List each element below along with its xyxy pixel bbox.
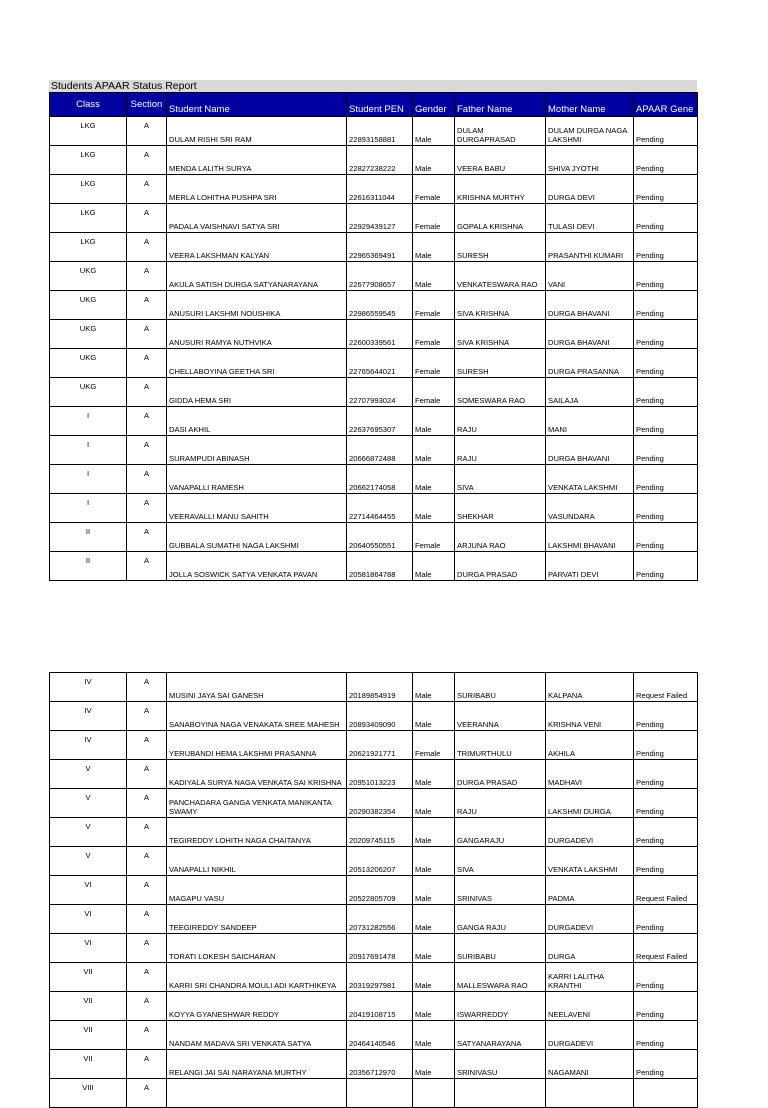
cell-class: VII (50, 992, 127, 1021)
cell-class: UKG (50, 320, 127, 349)
cell-apaar-status: Pending (634, 552, 698, 581)
cell-gender: Female (413, 204, 455, 233)
cell-apaar-status: Pending (634, 992, 698, 1021)
cell-father-name: SURESH (455, 349, 546, 378)
cell-student-pen: 20464140546 (347, 1021, 413, 1050)
cell-father-name: KRISHNA MURTHY (455, 175, 546, 204)
table-row (50, 818, 698, 847)
cell-section: A (127, 407, 167, 436)
cell-student-name: KOYYA GYANESHWAR REDDY (167, 992, 347, 1021)
cell-student-pen: 20513206207 (347, 847, 413, 876)
cell-gender: Male (413, 702, 455, 731)
header-section: Section (127, 93, 167, 117)
cell-section: A (127, 1050, 167, 1079)
cell-gender: Male (413, 117, 455, 146)
cell-father-name: GANGARAJU (455, 818, 546, 847)
header-student-pen: Student PEN (347, 93, 413, 117)
cell-apaar-status: Pending (634, 1021, 698, 1050)
cell-gender: Male (413, 262, 455, 291)
cell-mother-name: KALPANA (546, 673, 634, 702)
table-row (50, 407, 698, 436)
cell-gender: Male (413, 465, 455, 494)
cell-class: UKG (50, 262, 127, 291)
cell-student-name: TEGIREDDY LOHITH NAGA CHAITANYA (167, 818, 347, 847)
cell-student-pen: 20581864788 (347, 552, 413, 581)
cell-apaar-status: Pending (634, 349, 698, 378)
cell-father-name: GOPALA KRISHNA (455, 204, 546, 233)
cell-student-pen: 22600339561 (347, 320, 413, 349)
cell-apaar-status: Pending (634, 436, 698, 465)
cell-mother-name: DURGA (546, 934, 634, 963)
cell-class: VIII (50, 1079, 127, 1108)
cell-class: II (50, 523, 127, 552)
cell-mother-name: DURGADEVI (546, 905, 634, 934)
cell-apaar-status: Pending (634, 146, 698, 175)
table-row (50, 523, 698, 552)
cell-father-name: SRINIVASU (455, 1050, 546, 1079)
cell-student-pen: 20189854919 (347, 673, 413, 702)
cell-gender: Male (413, 494, 455, 523)
cell-father-name: GANGA RAJU (455, 905, 546, 934)
cell-section: A (127, 1079, 167, 1108)
cell-apaar-status: Pending (634, 731, 698, 760)
table-row (50, 934, 698, 963)
cell-section: A (127, 789, 167, 818)
cell-section: A (127, 349, 167, 378)
cell-section: A (127, 146, 167, 175)
cell-section: A (127, 731, 167, 760)
cell-mother-name: NEELAVENI (546, 992, 634, 1021)
cell-student-pen: 20419108715 (347, 992, 413, 1021)
table-row (50, 494, 698, 523)
cell-section: A (127, 818, 167, 847)
table-row (50, 349, 698, 378)
cell-father-name: RAJU (455, 407, 546, 436)
cell-father-name: DURGA PRASAD (455, 552, 546, 581)
cell-mother-name: LAKSHMI BHAVANI (546, 523, 634, 552)
cell-father-name: VEERANNA (455, 702, 546, 731)
cell-student-name: KADIYALA SURYA NAGA VENKATA SAI KRISHNA (167, 760, 347, 789)
cell-mother-name: VENKATA LAKSHMI (546, 465, 634, 494)
cell-student-name: RELANGI JAI SAI NARAYANA MURTHY (167, 1050, 347, 1079)
table-row (50, 760, 698, 789)
cell-student-pen: 20662174058 (347, 465, 413, 494)
table-row (50, 963, 698, 992)
header-class: Class (50, 93, 127, 117)
cell-gender: Female (413, 731, 455, 760)
table-row (50, 262, 698, 291)
cell-gender: Female (413, 175, 455, 204)
table-row (50, 465, 698, 494)
cell-father-name: ARJUNA RAO (455, 523, 546, 552)
table-row (50, 552, 698, 581)
cell-father-name: VENKATESWARA RAO (455, 262, 546, 291)
cell-section: A (127, 320, 167, 349)
table-row (50, 702, 698, 731)
cell-student-pen: 20356712970 (347, 1050, 413, 1079)
cell-mother-name: DURGA DEVI (546, 175, 634, 204)
cell-class: UKG (50, 349, 127, 378)
cell-student-pen: 22965369491 (347, 233, 413, 262)
cell-mother-name: DULAM DURGA NAGA LAKSHMI (546, 117, 634, 146)
cell-student-name: MUSINI JAYA SAI GANESH (167, 673, 347, 702)
cell-student-name: AKULA SATISH DURGA SATYANARAYANA (167, 262, 347, 291)
cell-father-name: DURGA PRASAD (455, 760, 546, 789)
cell-class: LKG (50, 117, 127, 146)
cell-gender: Male (413, 407, 455, 436)
cell-student-name: GIDDA HEMA SRI (167, 378, 347, 407)
cell-mother-name: VENKATA LAKSHMI (546, 847, 634, 876)
cell-father-name: SIVA KRISHNA (455, 320, 546, 349)
cell-father-name: MALLESWARA RAO (455, 963, 546, 992)
table-row (50, 146, 698, 175)
cell-father-name (455, 1079, 546, 1108)
cell-mother-name: MANI (546, 407, 634, 436)
cell-student-pen: 20522805709 (347, 876, 413, 905)
cell-apaar-status: Pending (634, 117, 698, 146)
students-table-bottom (49, 672, 698, 1108)
table-row (50, 1050, 698, 1079)
cell-mother-name: AKHILA (546, 731, 634, 760)
cell-gender: Male (413, 905, 455, 934)
cell-section: A (127, 992, 167, 1021)
cell-student-name: DASI AKHIL (167, 407, 347, 436)
cell-mother-name: DURGA BHAVANI (546, 291, 634, 320)
cell-gender: Male (413, 847, 455, 876)
cell-mother-name: NAGAMANI (546, 1050, 634, 1079)
cell-father-name: DULAM DURGAPRASAD (455, 117, 546, 146)
cell-father-name: TRIMURTHULU (455, 731, 546, 760)
cell-student-name: VEERA LAKSHMAN KALYAN (167, 233, 347, 262)
cell-gender: Male (413, 963, 455, 992)
table-row (50, 905, 698, 934)
cell-apaar-status: Pending (634, 204, 698, 233)
cell-gender: Female (413, 291, 455, 320)
cell-class: V (50, 789, 127, 818)
cell-student-pen: 22637695307 (347, 407, 413, 436)
cell-section: A (127, 378, 167, 407)
cell-gender: Male (413, 818, 455, 847)
cell-gender: Male (413, 1050, 455, 1079)
cell-apaar-status: Pending (634, 175, 698, 204)
cell-student-name: VANAPALLI NIKHIL (167, 847, 347, 876)
cell-student-pen: 22827238222 (347, 146, 413, 175)
table-row (50, 673, 698, 702)
table-row (50, 320, 698, 349)
cell-student-name: TORATI LOKESH SAICHARAN (167, 934, 347, 963)
cell-student-pen: 20731282556 (347, 905, 413, 934)
cell-gender: Male (413, 146, 455, 175)
header-row (50, 93, 698, 117)
table-row (50, 436, 698, 465)
cell-student-name: ANUSURI RAMYA NUTHVIKA (167, 320, 347, 349)
cell-mother-name: KRISHNA VENI (546, 702, 634, 731)
cell-student-pen: 20640550551 (347, 523, 413, 552)
cell-section: A (127, 552, 167, 581)
cell-student-name (167, 1079, 347, 1108)
table-row (50, 204, 698, 233)
table-body-top (50, 117, 698, 581)
cell-class: I (50, 407, 127, 436)
cell-section: A (127, 117, 167, 146)
cell-section: A (127, 262, 167, 291)
cell-student-name: YERUBANDI HEMA LAKSHMI PRASANNA (167, 731, 347, 760)
cell-apaar-status: Pending (634, 523, 698, 552)
cell-gender: Male (413, 876, 455, 905)
cell-father-name: SRINIVAS (455, 876, 546, 905)
cell-father-name: SATYANARAYANA (455, 1021, 546, 1050)
cell-class: I (50, 436, 127, 465)
header-father-name: Father Name (455, 93, 546, 117)
cell-father-name: SURIBABU (455, 934, 546, 963)
cell-apaar-status: Pending (634, 378, 698, 407)
cell-student-pen: 20951013223 (347, 760, 413, 789)
students-table-top (49, 92, 698, 581)
cell-class: LKG (50, 175, 127, 204)
cell-student-name: MERLA LOHITHA PUSHPA SRI (167, 175, 347, 204)
cell-student-name: SANABOYINA NAGA VENAKATA SREE MAHESH (167, 702, 347, 731)
cell-mother-name: DURGA PRASANNA (546, 349, 634, 378)
table-row (50, 1021, 698, 1050)
cell-class: II (50, 552, 127, 581)
cell-student-name: VANAPALLI RAMESH (167, 465, 347, 494)
cell-section: A (127, 760, 167, 789)
cell-class: V (50, 760, 127, 789)
cell-apaar-status: Pending (634, 1050, 698, 1079)
cell-gender: Male (413, 934, 455, 963)
cell-apaar-status: Request Failed (634, 673, 698, 702)
cell-student-pen: 20893409090 (347, 702, 413, 731)
cell-apaar-status: Pending (634, 291, 698, 320)
cell-section: A (127, 905, 167, 934)
cell-section: A (127, 436, 167, 465)
cell-class: IV (50, 702, 127, 731)
cell-class: VII (50, 1050, 127, 1079)
cell-student-name: GUBBALA SUMATHI NAGA LAKSHMI (167, 523, 347, 552)
cell-student-name: TEEGIREDDY SANDEEP (167, 905, 347, 934)
table-row (50, 847, 698, 876)
cell-gender: Female (413, 523, 455, 552)
cell-class: VII (50, 1021, 127, 1050)
cell-class: V (50, 818, 127, 847)
cell-mother-name: LAKSHMI DURGA (546, 789, 634, 818)
report-title: Students APAAR Status Report (49, 80, 697, 92)
cell-section: A (127, 963, 167, 992)
cell-apaar-status: Pending (634, 494, 698, 523)
cell-class: VI (50, 876, 127, 905)
cell-mother-name: SHIVA JYOTHI (546, 146, 634, 175)
table-row (50, 378, 698, 407)
table-body-bottom (50, 673, 698, 1108)
header-apaar-status: APAAR Gene (634, 93, 698, 117)
cell-apaar-status (634, 1079, 698, 1108)
cell-student-name: SURAMPUDI ABINASH (167, 436, 347, 465)
cell-student-pen: 20621921771 (347, 731, 413, 760)
cell-class: IV (50, 673, 127, 702)
cell-section: A (127, 702, 167, 731)
cell-mother-name: DURGADEVI (546, 1021, 634, 1050)
cell-mother-name: DURGA BHAVANI (546, 320, 634, 349)
cell-section: A (127, 1021, 167, 1050)
cell-apaar-status: Pending (634, 818, 698, 847)
cell-father-name: VEERA BABU (455, 146, 546, 175)
cell-father-name: SIVA (455, 847, 546, 876)
cell-gender: Male (413, 436, 455, 465)
cell-father-name: RAJU (455, 789, 546, 818)
cell-class: LKG (50, 146, 127, 175)
cell-apaar-status: Pending (634, 789, 698, 818)
cell-student-name: PADALA VAISHNAVI SATYA SRI (167, 204, 347, 233)
cell-student-pen: 22929439127 (347, 204, 413, 233)
cell-father-name: RAJU (455, 436, 546, 465)
cell-apaar-status: Request Failed (634, 934, 698, 963)
cell-class: UKG (50, 291, 127, 320)
cell-mother-name: DURGA BHAVANI (546, 436, 634, 465)
table-row (50, 731, 698, 760)
cell-student-pen: 22616311044 (347, 175, 413, 204)
cell-class: I (50, 465, 127, 494)
cell-apaar-status: Pending (634, 407, 698, 436)
cell-father-name: ISWARREDDY (455, 992, 546, 1021)
cell-student-name: VEERAVALLI MANU SAHITH (167, 494, 347, 523)
cell-student-name: DULAM RISHI SRI RAM (167, 117, 347, 146)
cell-section: A (127, 847, 167, 876)
cell-apaar-status: Pending (634, 847, 698, 876)
cell-gender: Male (413, 760, 455, 789)
table-row (50, 117, 698, 146)
cell-class: UKG (50, 378, 127, 407)
cell-student-name: CHELLABOYINA GEETHA SRI (167, 349, 347, 378)
cell-student-pen (347, 1079, 413, 1108)
cell-student-pen: 20666872488 (347, 436, 413, 465)
cell-gender: Male (413, 552, 455, 581)
cell-student-pen: 20319297981 (347, 963, 413, 992)
cell-section: A (127, 673, 167, 702)
table-row (50, 175, 698, 204)
cell-apaar-status: Pending (634, 465, 698, 494)
cell-mother-name: VASUNDARA (546, 494, 634, 523)
cell-father-name: SOMESWARA RAO (455, 378, 546, 407)
cell-mother-name: SAILAJA (546, 378, 634, 407)
cell-class: VII (50, 963, 127, 992)
cell-class: I (50, 494, 127, 523)
cell-father-name: SHEKHAR (455, 494, 546, 523)
cell-student-name: PANCHADARA GANGA VENKATA MANIKANTA SWAMY (167, 789, 347, 818)
cell-apaar-status: Pending (634, 320, 698, 349)
cell-gender (413, 1079, 455, 1108)
cell-student-pen: 22986559545 (347, 291, 413, 320)
cell-gender: Female (413, 320, 455, 349)
cell-gender: Male (413, 1021, 455, 1050)
cell-section: A (127, 291, 167, 320)
cell-mother-name: DURGADEVI (546, 818, 634, 847)
cell-gender: Female (413, 378, 455, 407)
cell-father-name: SIVA (455, 465, 546, 494)
cell-father-name: SURESH (455, 233, 546, 262)
cell-father-name: SURIBABU (455, 673, 546, 702)
table-row (50, 291, 698, 320)
header-mother-name: Mother Name (546, 93, 634, 117)
cell-class: LKG (50, 233, 127, 262)
cell-student-pen: 22707993024 (347, 378, 413, 407)
cell-apaar-status: Pending (634, 963, 698, 992)
cell-student-pen: 22714464455 (347, 494, 413, 523)
cell-section: A (127, 175, 167, 204)
cell-apaar-status: Pending (634, 760, 698, 789)
cell-section: A (127, 465, 167, 494)
cell-gender: Male (413, 992, 455, 1021)
cell-mother-name: PARVATI DEVI (546, 552, 634, 581)
cell-gender: Male (413, 673, 455, 702)
cell-mother-name: PRASANTHI KUMARI (546, 233, 634, 262)
cell-apaar-status: Pending (634, 262, 698, 291)
cell-gender: Female (413, 349, 455, 378)
cell-mother-name: VANI (546, 262, 634, 291)
table-row (50, 1079, 698, 1108)
cell-mother-name (546, 1079, 634, 1108)
cell-student-pen: 20290382354 (347, 789, 413, 818)
table-row (50, 789, 698, 818)
cell-apaar-status: Request Failed (634, 876, 698, 905)
cell-mother-name: PADMA (546, 876, 634, 905)
table-row (50, 233, 698, 262)
cell-student-name: MENDA LALITH SURYA (167, 146, 347, 175)
cell-class: V (50, 847, 127, 876)
cell-student-pen: 20209745115 (347, 818, 413, 847)
cell-section: A (127, 876, 167, 905)
cell-father-name: SIVA KRISHNA (455, 291, 546, 320)
cell-class: VI (50, 905, 127, 934)
cell-mother-name: MADHAVI (546, 760, 634, 789)
header-student-name: Student Name (167, 93, 347, 117)
cell-student-name: JOLLA SOSWICK SATYA VENKATA PAVAN (167, 552, 347, 581)
cell-section: A (127, 494, 167, 523)
header-gender: Gender (413, 93, 455, 117)
cell-student-pen: 22893158881 (347, 117, 413, 146)
cell-student-pen: 22677908657 (347, 262, 413, 291)
cell-student-pen: 20917691478 (347, 934, 413, 963)
cell-section: A (127, 204, 167, 233)
cell-section: A (127, 233, 167, 262)
cell-apaar-status: Pending (634, 905, 698, 934)
table-row (50, 992, 698, 1021)
cell-mother-name: KARRI LALITHA KRANTHI (546, 963, 634, 992)
cell-student-name: NANDAM MADAVA SRI VENKATA SATYA (167, 1021, 347, 1050)
cell-student-name: KARRI SRI CHANDRA MOULI ADI KARTHIKEYA (167, 963, 347, 992)
cell-gender: Male (413, 233, 455, 262)
cell-student-name: MAGAPU VASU (167, 876, 347, 905)
cell-class: LKG (50, 204, 127, 233)
cell-section: A (127, 934, 167, 963)
cell-student-pen: 22765644021 (347, 349, 413, 378)
cell-class: VI (50, 934, 127, 963)
cell-gender: Male (413, 789, 455, 818)
cell-apaar-status: Pending (634, 702, 698, 731)
cell-section: A (127, 523, 167, 552)
table-row (50, 876, 698, 905)
cell-class: IV (50, 731, 127, 760)
cell-apaar-status: Pending (634, 233, 698, 262)
cell-mother-name: TULASI DEVI (546, 204, 634, 233)
cell-student-name: ANUSURI LAKSHMI NOUSHIKA (167, 291, 347, 320)
